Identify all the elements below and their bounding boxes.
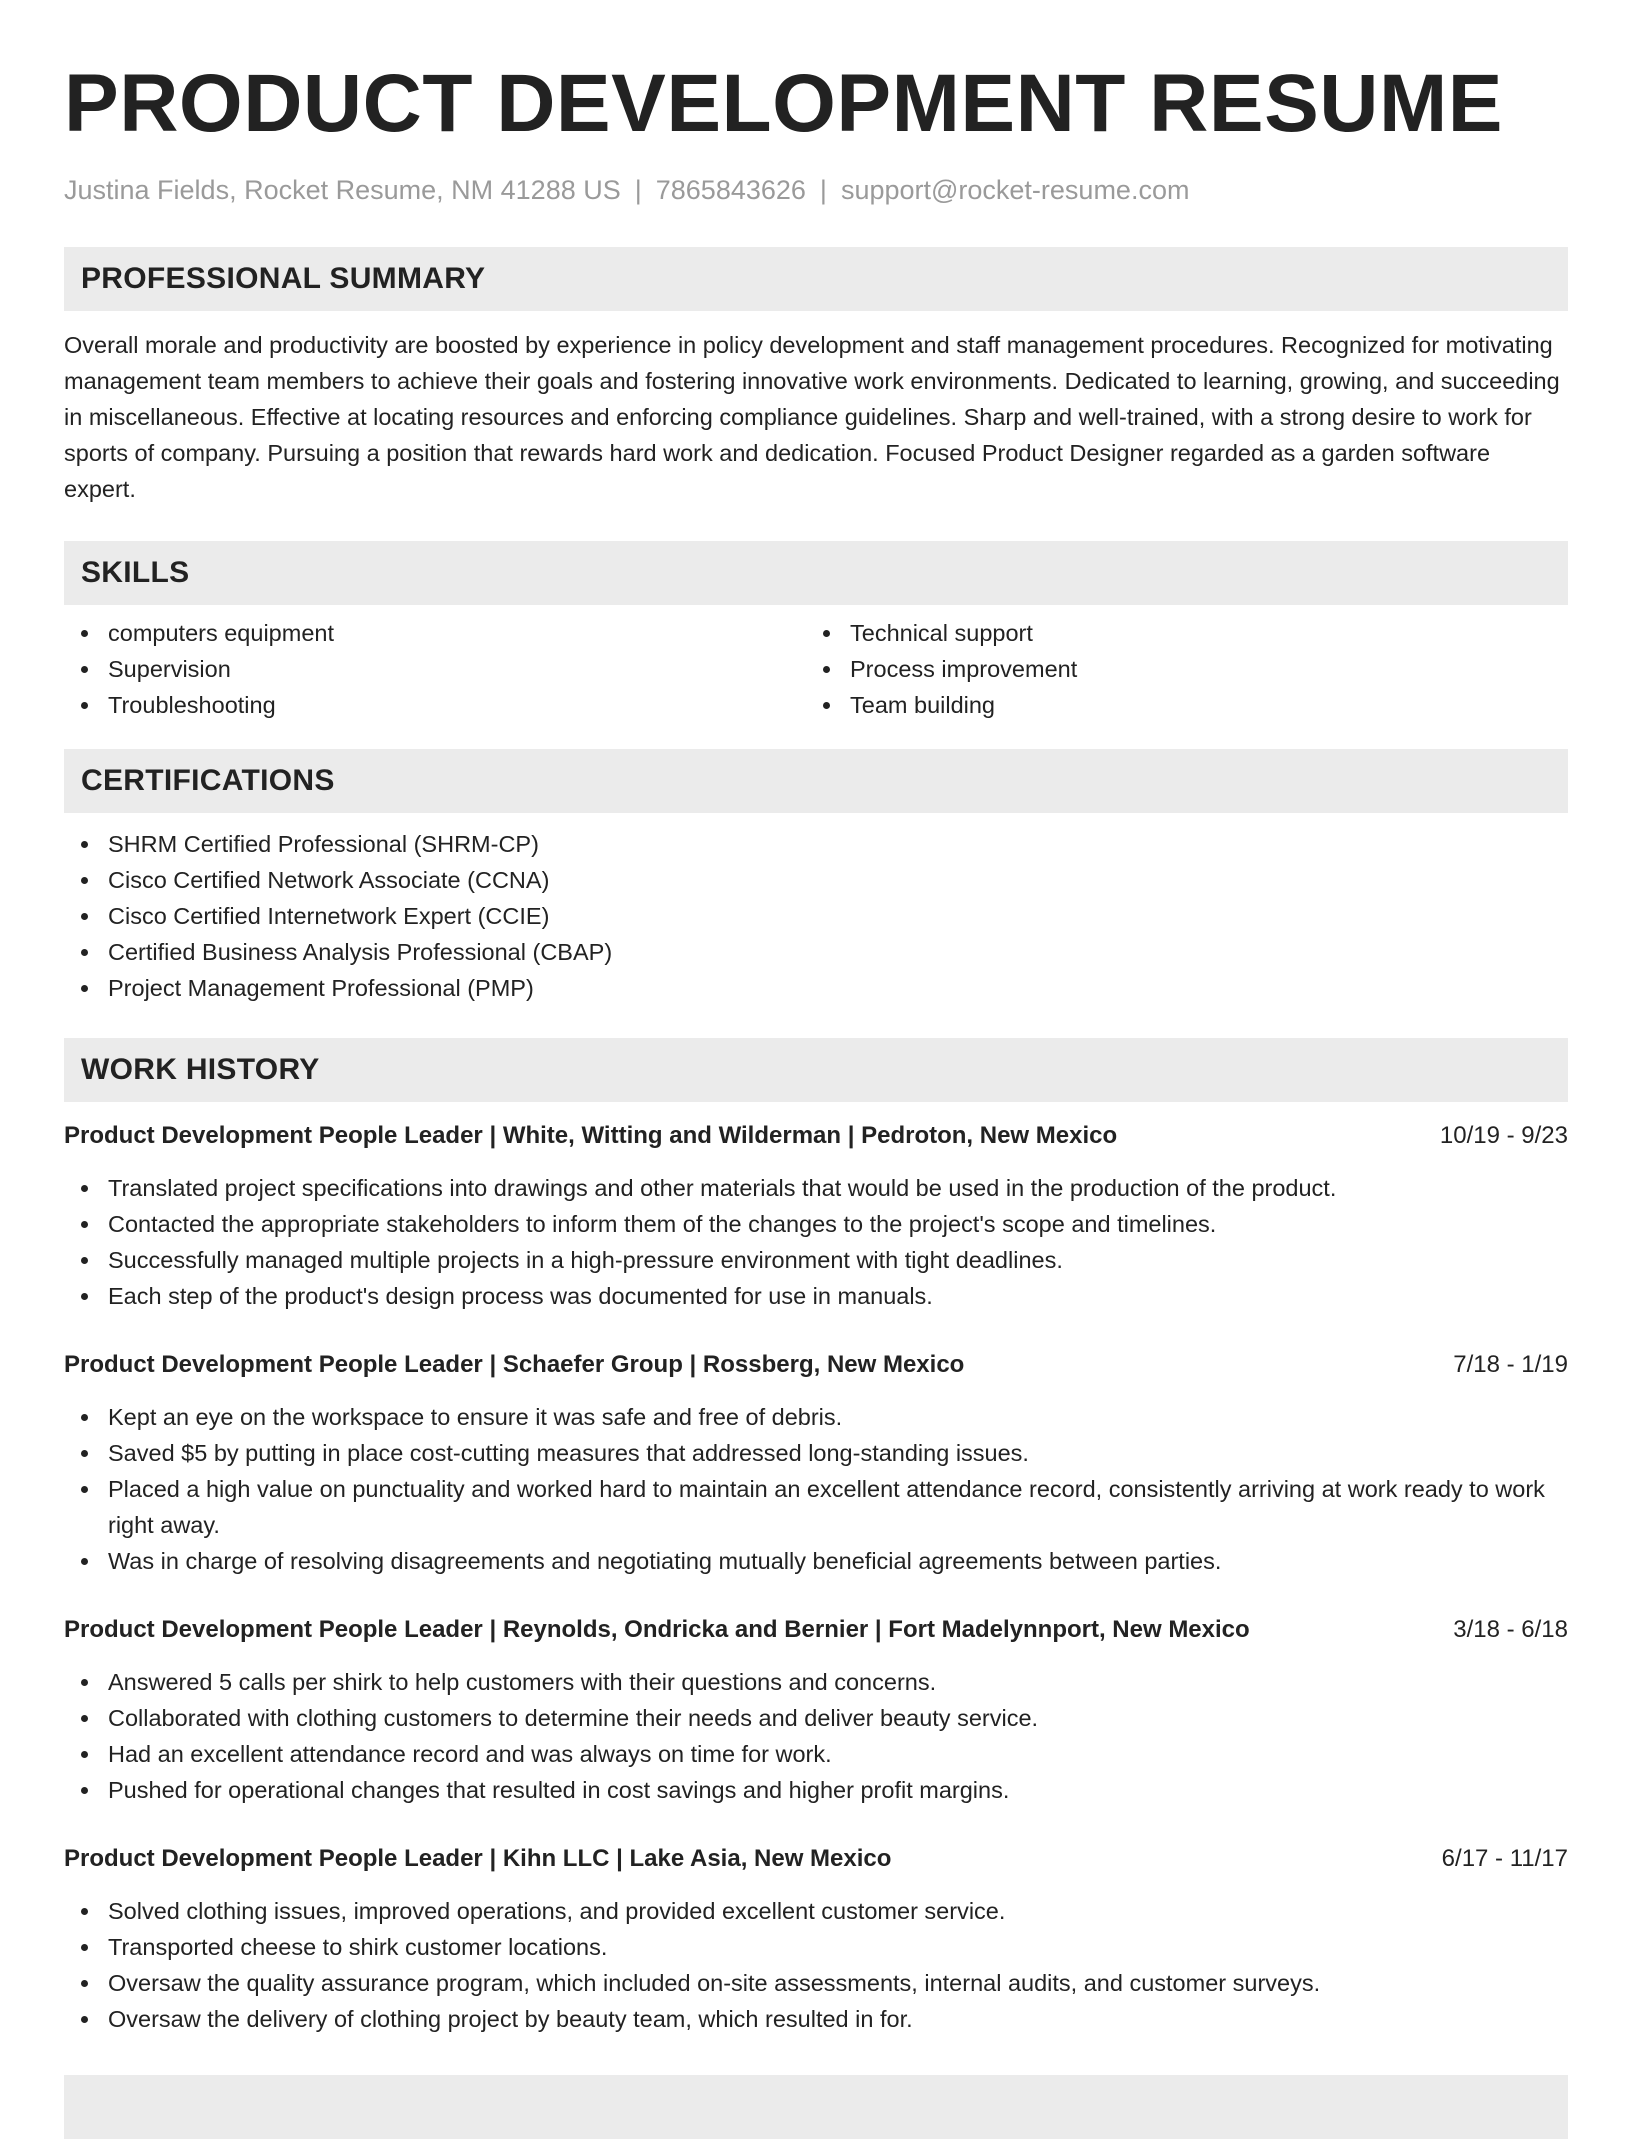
job-bullet — [64, 1278, 1568, 1314]
skill-label: Process improvement — [850, 656, 1078, 682]
job-bullet — [64, 1893, 1568, 1929]
skill-label: Troubleshooting — [108, 692, 276, 718]
job-header — [64, 1118, 1568, 1154]
job-title: Product Development People Leader | Kihn LLC | Lake Asia, New Mexico — [64, 1845, 892, 1872]
job-bullet — [64, 1772, 1568, 1808]
bullet-dot — [823, 666, 830, 673]
job-bullets — [64, 1664, 1568, 1808]
job-bullet — [64, 1471, 1568, 1543]
job-header — [64, 1841, 1568, 1877]
bullet-dot — [81, 1751, 88, 1758]
job-bullet — [64, 2001, 1568, 2037]
job-bullet-text: Placed a high value on punctuality and worked hard to maintain an excellent attendance record, consistently arriving at work ready to work right away. — [108, 1476, 1545, 1538]
skills-column-left — [64, 615, 806, 723]
next-section-header — [64, 2075, 1568, 2139]
job-title: Product Development People Leader | Reynolds, Ondricka and Bernier | Fort Madelynnport, New Mexico — [64, 1616, 1250, 1643]
bullet-dot — [81, 1185, 88, 1192]
job-bullets — [64, 1399, 1568, 1579]
bullet-dot — [81, 1944, 88, 1951]
bullet-dot — [81, 1980, 88, 1987]
contact-line — [64, 172, 1568, 208]
summary-section-header — [64, 247, 1568, 311]
skill-item — [64, 651, 806, 687]
skill-item — [806, 651, 1548, 687]
bullet-dot — [81, 985, 88, 992]
bullet-dot — [81, 630, 88, 637]
certifications-section-header — [64, 749, 1568, 813]
skill-label: computers equipment — [108, 620, 334, 646]
job-bullet — [64, 1206, 1568, 1242]
job-bullet-text: Oversaw the delivery of clothing project by beauty team, which resulted in for. — [108, 2006, 913, 2032]
job-bullet — [64, 1700, 1568, 1736]
job-bullet-text: Each step of the product's design process was documented for use in manuals. — [108, 1283, 933, 1309]
job-dates: 6/17 - 11/17 — [1441, 1845, 1568, 1872]
bullet-dot — [81, 1679, 88, 1686]
bullet-dot — [81, 1908, 88, 1915]
bullet-dot — [81, 1414, 88, 1421]
job-bullet — [64, 1435, 1568, 1471]
summary-text: Overall morale and productivity are boosted by experience in policy development and staff management procedures. Recognized for motivating management team members to achieve their goals and fostering innovative work environments. Dedicated to learning, growing, and succeeding in miscellaneous. Effective at locating resources and enforcing compliance guidelines. Sharp and well-trained, with a strong desire to work for sports of company. Pursuing a position that rewards hard work and dedication. Focused Product Designer regarded as a garden software expert. — [64, 332, 1560, 502]
job-bullet — [64, 1664, 1568, 1700]
bullet-dot — [81, 2016, 88, 2023]
job-bullet — [64, 1242, 1568, 1278]
work-history-heading: WORK HISTORY — [81, 1053, 320, 1086]
skill-item — [64, 615, 806, 651]
bullet-dot — [81, 1715, 88, 1722]
job-bullet-text: Translated project specifications into drawings and other materials that would be used in the production of the product. — [108, 1175, 1337, 1201]
job-bullet-text: Collaborated with clothing customers to determine their needs and deliver beauty service. — [108, 1705, 1039, 1731]
contact-separator: | — [634, 175, 642, 205]
skill-item — [806, 615, 1548, 651]
job-bullet-text: Pushed for operational changes that resulted in cost savings and higher profit margins. — [108, 1777, 1010, 1803]
job-bullet — [64, 1170, 1568, 1206]
bullet-dot — [81, 1558, 88, 1565]
bullet-dot — [81, 913, 88, 920]
certifications-list — [64, 826, 1568, 1006]
certification-label: Cisco Certified Internetwork Expert (CCIE) — [108, 903, 550, 929]
bullet-dot — [81, 1293, 88, 1300]
job-title: Product Development People Leader | Schaefer Group | Rossberg, New Mexico — [64, 1351, 965, 1378]
job-bullet-text: Was in charge of resolving disagreements and negotiating mutually beneficial agreements between parties. — [108, 1548, 1222, 1574]
bullet-dot — [823, 702, 830, 709]
contact-phone: 7865843626 — [655, 175, 806, 205]
certification-label: Cisco Certified Network Associate (CCNA) — [108, 867, 550, 893]
job-header — [64, 1612, 1568, 1648]
job-dates: 7/18 - 1/19 — [1453, 1351, 1568, 1378]
contact-separator: | — [819, 175, 827, 205]
bullet-dot — [81, 1486, 88, 1493]
job-bullet-text: Kept an eye on the workspace to ensure it was safe and free of debris. — [108, 1404, 843, 1430]
job-dates: 3/18 - 6/18 — [1453, 1616, 1568, 1643]
certifications-heading: CERTIFICATIONS — [81, 764, 335, 797]
certification-label: SHRM Certified Professional (SHRM-CP) — [108, 831, 539, 857]
job-bullet-text: Solved clothing issues, improved operations, and provided excellent customer service. — [108, 1898, 1006, 1924]
job-bullet — [64, 1929, 1568, 1965]
job-bullet-text: Saved $5 by putting in place cost-cutting measures that addressed long-standing issues. — [108, 1440, 1029, 1466]
bullet-dot — [81, 1257, 88, 1264]
certification-item — [64, 934, 1568, 970]
job-entry — [64, 1347, 1568, 1579]
job-bullet-text: Answered 5 calls per shirk to help customers with their questions and concerns. — [108, 1669, 937, 1695]
job-bullet-text: Oversaw the quality assurance program, which included on-site assessments, internal audits, and customer surveys. — [108, 1970, 1321, 1996]
skill-label: Team building — [850, 692, 996, 718]
skills-column-right — [806, 615, 1548, 723]
job-dates: 10/19 - 9/23 — [1439, 1122, 1568, 1149]
job-bullets — [64, 1893, 1568, 2037]
bullet-dot — [81, 841, 88, 848]
job-header — [64, 1347, 1568, 1383]
job-entry — [64, 1612, 1568, 1808]
summary-heading: PROFESSIONAL SUMMARY — [81, 262, 486, 295]
bullet-dot — [81, 702, 88, 709]
skill-item — [64, 687, 806, 723]
job-bullet — [64, 1543, 1568, 1579]
job-bullet-text: Transported cheese to shirk customer locations. — [108, 1934, 608, 1960]
certification-item — [64, 862, 1568, 898]
job-entry — [64, 1841, 1568, 2037]
certification-label: Project Management Professional (PMP) — [108, 975, 534, 1001]
certification-item — [64, 898, 1568, 934]
job-title: Product Development People Leader | White, Witting and Wilderman | Pedroton, New Mexico — [64, 1122, 1118, 1149]
certification-item — [64, 970, 1568, 1006]
bullet-dot — [81, 877, 88, 884]
skills-heading: SKILLS — [81, 556, 190, 589]
skill-label: Supervision — [108, 656, 231, 682]
certification-label: Certified Business Analysis Professional (CBAP) — [108, 939, 613, 965]
job-bullet-text: Contacted the appropriate stakeholders to inform them of the changes to the project's scope and timelines. — [108, 1211, 1217, 1237]
job-bullet-text: Had an excellent attendance record and was always on time for work. — [108, 1741, 832, 1767]
job-entry — [64, 1118, 1568, 1314]
skills-section-header — [64, 541, 1568, 605]
bullet-dot — [81, 949, 88, 956]
bullet-dot — [81, 666, 88, 673]
skills-list — [64, 615, 1568, 723]
skill-item — [806, 687, 1548, 723]
skill-label: Technical support — [850, 620, 1033, 646]
contact-address: Justina Fields, Rocket Resume, NM 41288 US — [64, 175, 621, 205]
bullet-dot — [81, 1787, 88, 1794]
resume-title: PRODUCT DEVELOPMENT RESUME — [64, 58, 1503, 149]
certification-item — [64, 826, 1568, 862]
job-bullet-text: Successfully managed multiple projects in a high-pressure environment with tight deadlines. — [108, 1247, 1063, 1273]
job-bullets — [64, 1170, 1568, 1314]
bullet-dot — [81, 1450, 88, 1457]
job-bullet — [64, 1965, 1568, 2001]
contact-email: support@rocket-resume.com — [840, 175, 1190, 205]
job-bullet — [64, 1736, 1568, 1772]
bullet-dot — [81, 1221, 88, 1228]
work-history-section-header — [64, 1038, 1568, 1102]
bullet-dot — [823, 630, 830, 637]
job-bullet — [64, 1399, 1568, 1435]
